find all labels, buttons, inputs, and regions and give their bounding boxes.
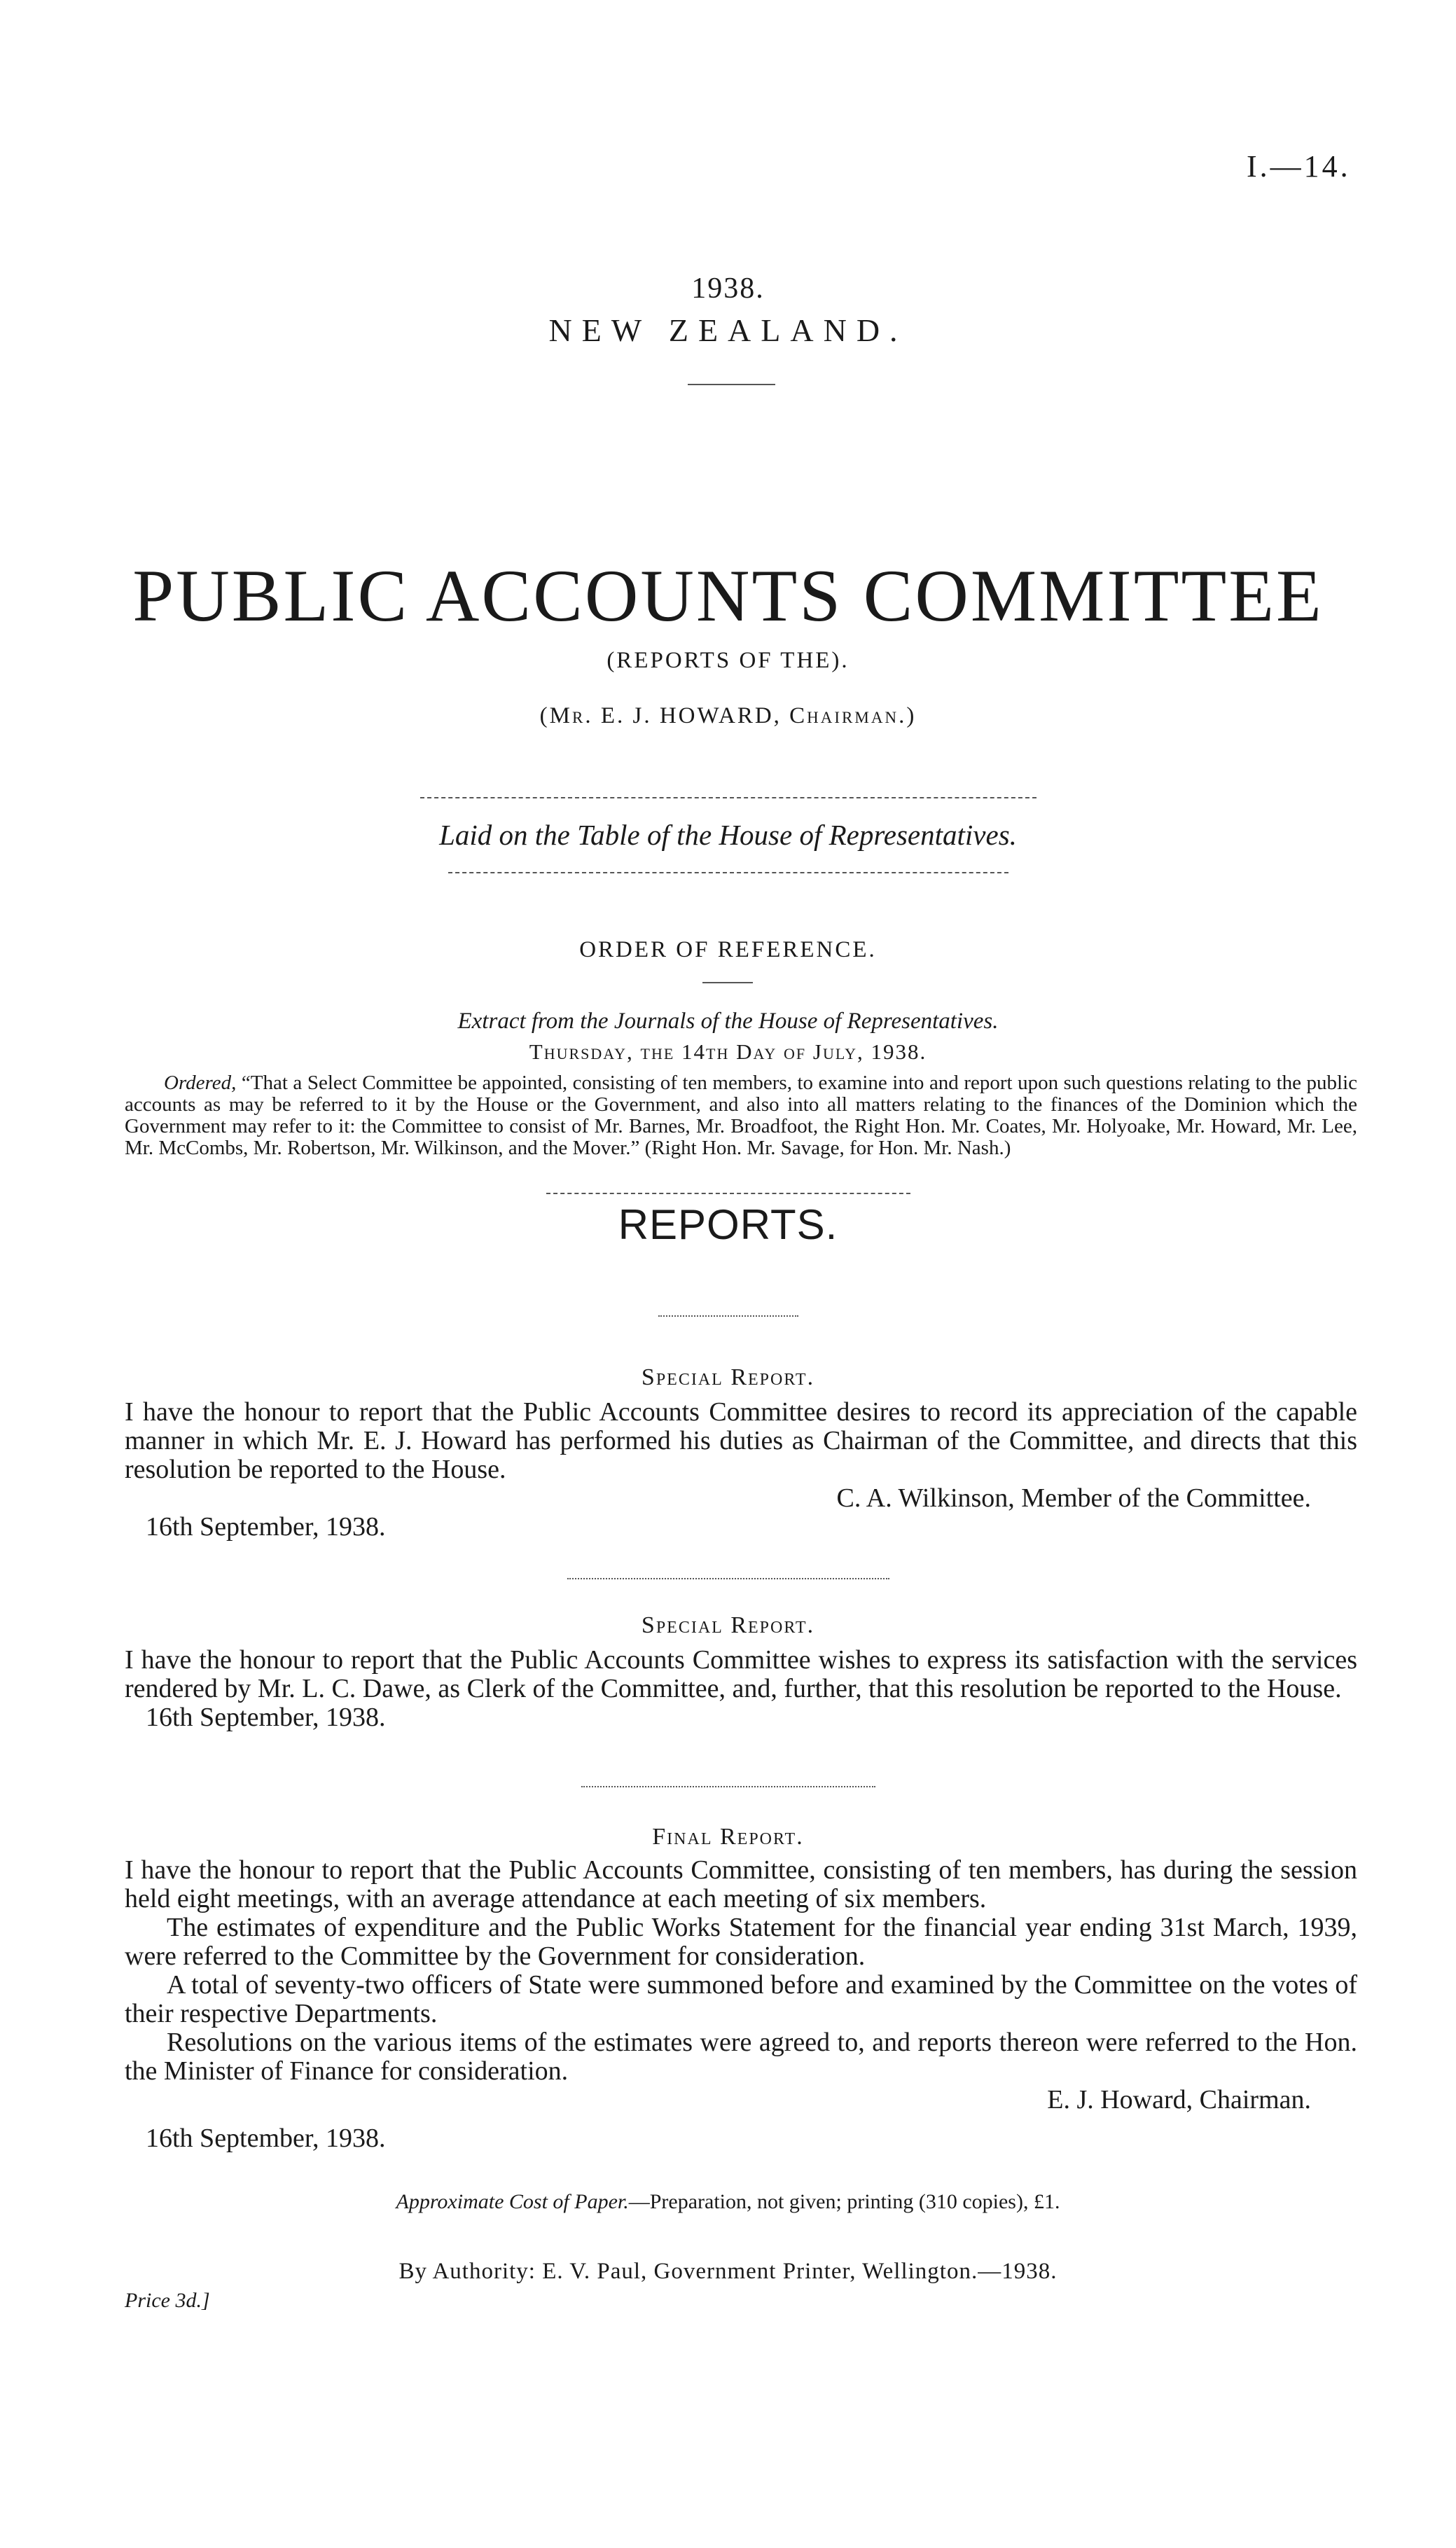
special-report-2-heading: Special Report. xyxy=(641,1612,815,1638)
price: Price 3d.] xyxy=(125,2289,210,2312)
ordered-label: Ordered, xyxy=(164,1072,237,1094)
final-report-p4: Resolutions on the various items of the estimates were agreed to, and reports thereon were referred to the Hon. the Minister of Finance for consideration. xyxy=(125,2028,1357,2086)
order-date: Thursday, the 14th Day of July, 1938. xyxy=(529,1039,927,1064)
divider xyxy=(448,872,1008,873)
special-report-1-date: 16th September, 1938. xyxy=(146,1512,386,1542)
chairman-line: (Mr. E. J. HOWARD, Chairman.) xyxy=(539,703,917,728)
special-report-1 xyxy=(125,1398,1357,1542)
special-report-1-heading: Special Report. xyxy=(641,1364,815,1390)
special-report-2 xyxy=(125,1646,1357,1732)
paper-number: I.—14. xyxy=(1247,149,1351,184)
divider xyxy=(546,1193,910,1194)
divider xyxy=(658,1315,798,1317)
cost-of-paper xyxy=(0,2190,1456,2213)
special-report-2-text: I have the honour to report that the Public Accounts Committee wishes to express its satisfaction with the services rendered by Mr. L. C. Dawe, as Clerk of the Committee, and, further, that this resolution be reported to the House. xyxy=(125,1645,1357,1703)
final-report-heading: Final Report. xyxy=(652,1824,804,1850)
order-body: “That a Select Committee be appointed, consisting of ten members, to examine into and report upon such questions relating to the public accounts as may be referred to it by the House or the Government, and also into all matters relating to the finances of the Dominion which the Government may refer to it: the Committee to consist of Mr. Barnes, Mr. Broadfoot, the Right Hon. Mr. Coates, Mr. Holyoake, Mr. Howard, Mr. Lee, Mr. McCombs, Mr. Robertson, Mr. Wilkinson, and the Mover.” (Right Hon. Mr. Savage, for Hon. Mr. Nash.) xyxy=(125,1072,1358,1159)
divider xyxy=(702,982,753,983)
cost-text: —Preparation, not given; printing (310 copies), £1. xyxy=(628,2190,1060,2213)
laid-line: Laid on the Table of the House of Representatives. xyxy=(439,819,1017,851)
year: 1938. xyxy=(691,272,765,305)
cost-label: Approximate Cost of Paper. xyxy=(396,2190,629,2213)
country: NEW ZEALAND. xyxy=(548,312,908,348)
page-title: PUBLIC ACCOUNTS COMMITTEE xyxy=(132,555,1324,637)
divider xyxy=(688,384,775,385)
extract-line: Extract from the Journals of the House of Representatives. xyxy=(457,1009,999,1034)
authority-line: By Authority: E. V. Paul, Government Printer, Wellington.—1938. xyxy=(398,2259,1058,2284)
final-report-p2: The estimates of expenditure and the Public Works Statement for the financial year ending 31st March, 1939, were referred to the Committee by the Government for consideration. xyxy=(125,1913,1357,1971)
divider xyxy=(581,1786,875,1787)
final-report-p1: I have the honour to report that the Public Accounts Committee, consisting of ten members, has during the session held eight meetings, with an average attendance at each meeting of six members. xyxy=(125,1855,1357,1913)
special-report-1-signature: C. A. Wilkinson, Member of the Committee. xyxy=(836,1483,1311,1513)
divider xyxy=(567,1578,889,1579)
final-report xyxy=(125,1856,1357,2153)
order-heading: ORDER OF REFERENCE. xyxy=(579,937,877,962)
special-report-2-date: 16th September, 1938. xyxy=(146,1703,386,1732)
final-report-signature: E. J. Howard, Chairman. xyxy=(1047,2085,1311,2114)
final-report-date: 16th September, 1938. xyxy=(146,2124,386,2153)
final-report-p3: A total of seventy-two officers of State were summoned before and examined by the Committee on the votes of their respective Departments. xyxy=(125,1970,1357,2028)
order-text xyxy=(125,1072,1357,1159)
reports-heading: REPORTS. xyxy=(618,1201,838,1248)
special-report-1-text: I have the honour to report that the Public Accounts Committee desires to record its appreciation of the capable manner in which Mr. E. J. Howard has performed his duties as Chairman of the Committee, and directs that this resolution be reported to the House. xyxy=(125,1397,1357,1484)
divider xyxy=(420,797,1036,798)
subtitle: (REPORTS OF THE). xyxy=(606,648,850,673)
